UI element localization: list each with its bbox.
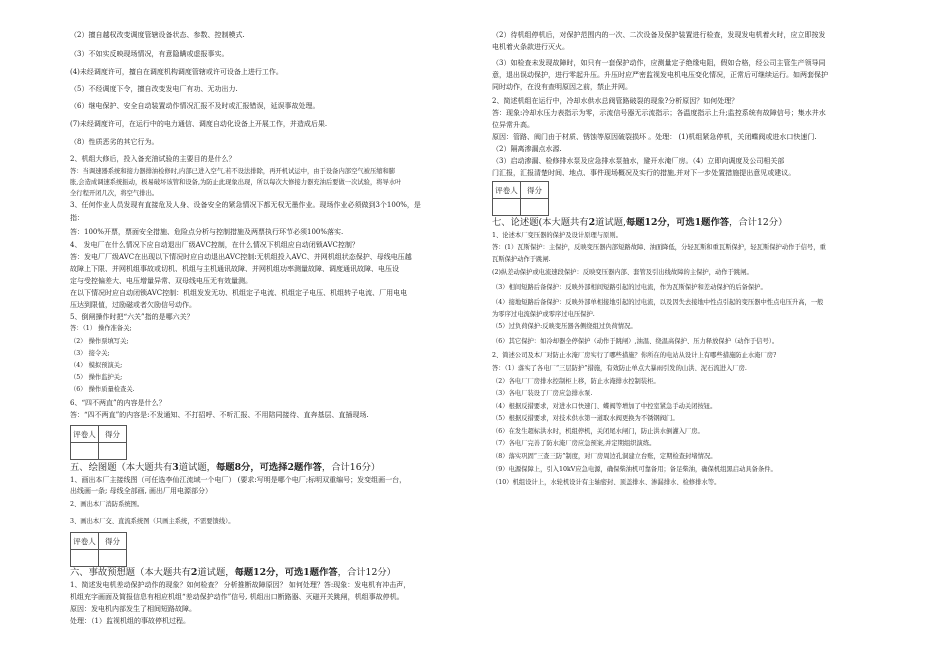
- text-line: 答：（1）落实了各电厂“三层防护”措施，有效防止单点大暴雨引发的山洪、泥石流进入厂房.: [492, 365, 747, 372]
- text-line: 答：现象:冷却水压力表指示为零，示流信号器无示流指示；各温度指示上升;监控系统有故障信号；集水井水: [492, 109, 826, 117]
- score-cell: 得分: [521, 182, 549, 199]
- text-line: （3） 接令关;: [70, 350, 110, 357]
- section6-heading: 六、事故预想题（本大题共有2道试题，每题12分，可选1题作答，合计12分）: [70, 567, 396, 578]
- text-line: 4、 发电厂在什么情况下应自动退出厂级AVC控制，在什么情况下机组应自动闭锁AVC控制？: [70, 241, 359, 249]
- text-line: (4)未经调度许可，擅自在调度机构调度管辖或许可设备上进行工作。: [70, 68, 283, 76]
- text-line: （3）各电厂装设了厂房应急排水泵.: [492, 390, 593, 397]
- text-line: 答：(1）瓦斯保护：主保护，反映变压器内部短路故障、油面降低，分轻瓦斯和重瓦斯保护，轻瓦斯保护动作于信号，重: [492, 244, 826, 251]
- text-line: 全行程开闭几次，将空气排出。: [70, 190, 159, 197]
- text-line: 原因：管路、阀门由于材质、锈蚀等原因破裂损坏 。处理： (1)机组紧急停机，关闭蝶阀或进水口快速门.: [492, 133, 817, 141]
- section7-heading: 七、论述题(本大题共有2道试题,每题12分，可选1题作答，合计12分）: [492, 217, 788, 228]
- score-blank-cell[interactable]: [99, 443, 127, 460]
- text-line: 瓦斯保护动作于跳闸.: [492, 256, 551, 263]
- text-line: （3）不如实反映现场情况，有意隐瞒或虚报事实。: [70, 50, 229, 58]
- text-line: （5）根据反措要求，对技术供水第一道取水阀更换为不锈钢阀门。: [492, 415, 679, 422]
- text-line: （6）其它保护：如冷却器全停保护（动作于跳闸）,油温、绕温高保护、压力释放保护（动作于信号）。: [492, 338, 779, 345]
- score-cell: 得分: [99, 426, 127, 443]
- text-line: 在以下情况时应自动闭锁AVC控制：机组发发无功、机组定子电流、机组定子电压、机组转子电流、厂用电电: [70, 289, 408, 297]
- text-line: 定与受控偏差大、电压增量异常、双母线电压无有效量测。: [70, 277, 252, 285]
- section5-item-1b: 出线画一条; 母线全部画, 画出厂用电源部分）: [70, 487, 213, 495]
- text-line: （2）待机组停机后，对保护范围内的一次、二次设备及保护装置进行检查，发现发电机着火时，应立即按发: [492, 31, 826, 39]
- score-box-section7: [492, 181, 549, 216]
- text-line: 意，退出误动保护，进行零起升压。升压时应严密监视发电机电压变化情况，正常后可继续运行。如两套保护: [492, 71, 828, 79]
- text-line: 答：发电厂厂级AVC在出现以下情况时应自动退出AVC控制:无机组投入AVC、并网机组状态保护、母线电压越: [70, 253, 412, 261]
- text-line: （2）擅自越权改变调度管辖设备状态、参数、控制模式.: [70, 31, 245, 39]
- text-line: （2）各电厂厂房排水控制柜上移，防止水淹排水控制装柜。: [492, 378, 660, 385]
- text-line: 胀,会造成调速系统振动，极易破坏该管和设备,为防止此现象出现，所以每次大修接力器充油后要做一次试验，将导水叶: [70, 179, 402, 186]
- text-line: （8）落实巩固“三查三防”制度，对厂房周边孔洞建立台账，定期检查封堵情况。: [492, 453, 717, 460]
- reviewer-blank-cell[interactable]: [493, 199, 521, 216]
- text-line: 答：“四不两直”的内容是:不发通知、不打招呼、不听汇报、不用陪同接待、直奔基层、直插现场.: [70, 411, 369, 419]
- section5-item-1a: 1、画出本厂主接线图（可任选李仙江流域一个电厂） (要求:写明是哪个电厂;标明双重编号；发变组画一台，: [70, 476, 407, 484]
- text-line: （4）接地短路后备保护：反映外部单相接地引起的过电流，以及因失去接地中性点引起的变压器中性点电压升高，一般: [492, 299, 824, 306]
- text-line: 2、简述机组在运行中，冷却水供水总阀管路破裂的现象?分析原因？如何处理？: [492, 97, 739, 105]
- reviewer-cell: 评卷人: [493, 182, 521, 199]
- text-line: 答：（1） 操作准备关;: [70, 325, 132, 332]
- score-blank-cell[interactable]: [99, 550, 127, 567]
- text-line: 门汇报，汇报清楚时间、地点、事件现场概况及实行的措施,并对下一步处置措施提出意见或建议。: [492, 169, 796, 177]
- text-line: （5） 操作监护关;: [70, 374, 123, 381]
- text-line: （3）相间短路后备保护：反映外部相间短路引起的过电流，作为瓦斯保护和差动保护的后备保护。: [492, 284, 767, 291]
- text-line: (2)纵差动保护或电流速段保护：反映变压器内部、套管及引出线故障的主保护，动作于跳闸。: [492, 269, 753, 276]
- text-line: （9）电源保障上，引入10kV应急电源，确保柴油机可靠备用；备足柴油，确保机组黑启动具备条件。: [492, 466, 777, 473]
- text-line: （2） 操作票填写关;: [70, 338, 129, 345]
- score-cell: 得分: [99, 533, 127, 550]
- section5-item-3: 3、画出本厂交、直流系统图（只画主系统，不需要馈线）。: [70, 518, 235, 525]
- reviewer-cell: 评卷人: [71, 426, 99, 443]
- text-line: （6）在发生超标洪水时，机组停机，关闭尾水闸门，防止洪水倒灌入厂房。: [492, 428, 704, 435]
- text-line: 为零序过电流保护或零序过电压保护.: [492, 311, 595, 318]
- reviewer-blank-cell[interactable]: [71, 443, 99, 460]
- text-line: 3、任何作业人员发现有直接危及人身、设备安全的紧急情况下都无权无墨作业。现场作业必须做到3个100%，是: [70, 201, 421, 209]
- section5-heading: 五、绘图题（本大题共有3道试题，每题8分，可选择2题作答，合计16分）: [70, 462, 381, 473]
- text-line: 1、论述本厂变压器的保护及设计原理与原则。: [492, 232, 622, 239]
- text-line: （6）继电保护、安全自动装置动作情况汇报不及时或汇报错误，延误事故处理。: [70, 102, 320, 110]
- text-line: （5）不经调度下令，擅自改变发电厂有功、无功出力.: [70, 85, 238, 93]
- text-line: （8）性质恶劣的其它行为。: [70, 138, 159, 146]
- text-line: （5）过负荷保护:反映变压器各侧绕组过负荷情况。: [492, 323, 637, 330]
- section6-item-line-2: 机组充字画面及简报信息有相应机组“差动保护动作”信号, 机组出口断路器、灭磁开关跳闸，机组事故停机。: [70, 593, 404, 601]
- section6-item-line-3: 原因：发电机内部发生了相间短路故障。: [70, 605, 196, 613]
- text-line: （4）根据反措要求，对进水口快速门、蝶阀等增加了中控室紧急手动关闭按钮。: [492, 403, 717, 410]
- text-line: 指：: [70, 214, 84, 222]
- text-line: 答：100%开票，票面安全措施、危险点分析与控制措施及两票执行环节必须100%落实.: [70, 228, 344, 236]
- section6-item-line-1: 1、简述发电机差动保护动作的现象？如何检查？ 分析推断故障原因？ 如何处理？答:现象：发电机有冲击声，: [70, 581, 411, 589]
- text-line: 电机着火条款进行灭火。: [492, 43, 569, 51]
- text-line: 位异常升高。: [492, 121, 534, 129]
- reviewer-blank-cell[interactable]: [71, 550, 99, 567]
- text-line: （3）如检查未发现故障时，如只有一套保护动作，应测量定子绝缘电阻，假如合格，经公司主管生产领导同: [492, 59, 826, 67]
- text-line: 2、简述公司及本厂对防止水淹厂房实行了哪些措施？你所在的电站从设计上有哪些措施防止水淹厂房?: [492, 352, 777, 359]
- text-line: 同时动作，在没有查明原因之前，禁止并网。: [492, 83, 632, 91]
- text-line: 6、“四不两直”的内容是什么？: [70, 399, 166, 407]
- reviewer-cell: 评卷人: [71, 533, 99, 550]
- text-line: （6） 操作质量检查关.: [70, 386, 135, 393]
- text-line: （2）隔离渗漏点水源.: [492, 145, 562, 153]
- text-line: （4） 模拟预演关;: [70, 362, 123, 369]
- score-blank-cell[interactable]: [521, 199, 549, 216]
- text-line: 故障上下限、并网机组事故或切机、机组与主机通讯故障、并网机组功率测量故障、调度通讯故障、电压设: [70, 265, 399, 273]
- text-line: （10）机组设计上，水轮机设计有主轴密封、顶盖排水、渗漏排水、检修排水等。: [492, 479, 721, 486]
- text-line: （3）启动渗漏、检修排水泵及应急排水泵抽水，避开水淹厂房。（4）立即向调度及公司相关部: [492, 157, 785, 165]
- section6-item-line-4: 处理：（1）监视机组的事故停机过程。: [70, 617, 190, 625]
- text-line: (7)未经调度许可，在运行中的电力通信、调度自动化设备上开展工作，并造成后果.: [70, 120, 328, 128]
- section5-item-2: 2、画出本厂消防系统图。: [70, 501, 144, 508]
- text-line: 压达到限值，过励磁或者欠励信号动作。: [70, 301, 196, 309]
- score-box-section6: [70, 532, 127, 567]
- text-line: 5、倒闸操作时把“六关”指的是哪六关？: [70, 313, 194, 321]
- text-line: 2、机组大修后，投入备充油试验的主要目的是什么？: [70, 155, 236, 163]
- score-box-section5: [70, 425, 127, 460]
- text-line: （7）各电厂完善了防水淹厂房应急预案,并定期组织演练。: [492, 440, 656, 447]
- text-line: 答：当调速器系统和接力器排油检修时,内部已进入空气,若不设法排除，再开机试运中，由于设备内部空气被压缩和膨: [70, 168, 396, 175]
